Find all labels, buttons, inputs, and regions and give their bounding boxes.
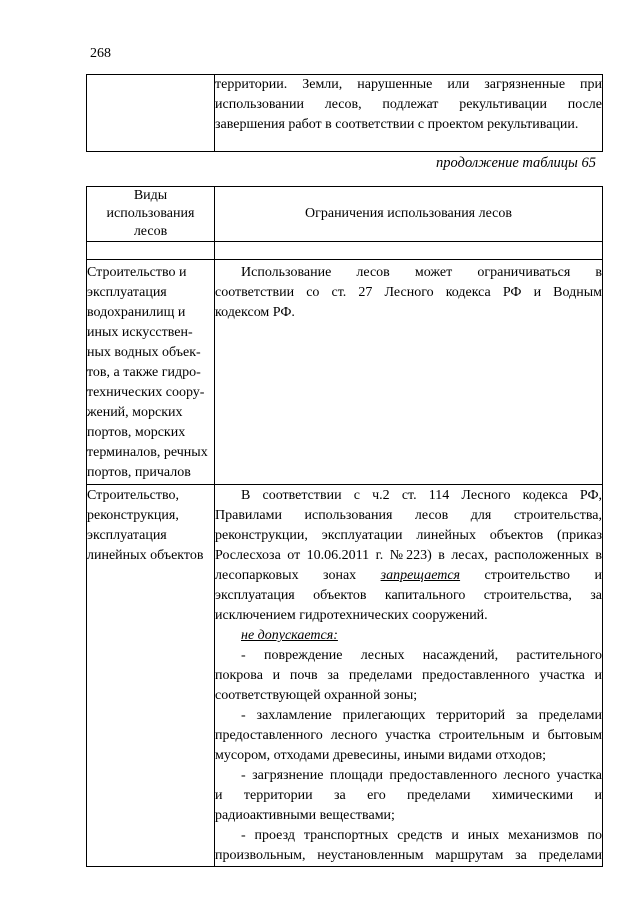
- top-table-left-cell: [87, 75, 215, 152]
- main-table: [86, 186, 603, 867]
- table-row: [87, 485, 603, 867]
- text-line: В соответствии с ч.2 ст. 114 Лесного кодекса РФ,: [241, 488, 602, 503]
- text-fragment: лесопарковых зонах: [215, 568, 357, 583]
- text-line: предоставленного лесного участка строительным и бытовым: [215, 728, 602, 743]
- table-continued-label: продолжение таблицы 65: [436, 155, 596, 171]
- text-fragment: строительство и: [484, 568, 602, 583]
- text-line: [215, 566, 602, 586]
- top-table-right-cell: [215, 75, 603, 152]
- text-line: соответствии со ст. 27 Лесного кодекса РФ и Водным: [215, 285, 602, 300]
- text-line: использовании лесов, подлежат рекультивации после: [215, 97, 602, 112]
- not-allowed-heading: не допускается:: [241, 628, 338, 643]
- page-number: 268: [90, 46, 111, 61]
- text-line: линейных объектов: [87, 548, 204, 563]
- text-line: Использование лесов может ограничиваться в: [241, 265, 602, 280]
- text-line: Строительство,: [87, 488, 179, 503]
- text-line: - повреждение лесных насаждений, растительного: [241, 648, 602, 663]
- usage-type-cell: [87, 485, 215, 867]
- text-line: [215, 626, 602, 646]
- text-line: - захламление прилегающих территорий за пределами: [241, 708, 602, 723]
- text-line: технических соору-: [87, 385, 205, 400]
- emphasis-prohibited: запрещается: [380, 568, 461, 583]
- text-line: радиоактивными веществами;: [215, 808, 395, 823]
- restriction-cell: [215, 260, 603, 485]
- text-line: портов, морских: [87, 425, 186, 440]
- text-line: терминалов, речных: [87, 445, 208, 460]
- text-line: - загрязнение площади предоставленного лесного участка: [241, 768, 602, 783]
- text-line: мусором, отходами древесины, иными видами отходов;: [215, 748, 547, 763]
- text-line: Правилами использования лесов для строительства,: [215, 508, 602, 523]
- restriction-cell: [215, 485, 603, 867]
- text-line: водохранилищ и: [87, 305, 186, 320]
- header-left-cell: [87, 187, 215, 242]
- text-line: и территории за его пределами химическими и: [215, 788, 602, 803]
- text-line: эксплуатация: [87, 285, 167, 300]
- text-line: ных водных объек-: [87, 345, 201, 360]
- text-line: реконструкция,: [87, 508, 179, 523]
- empty-cell: [87, 242, 215, 260]
- table-header-row: [87, 187, 603, 242]
- text-line: - проезд транспортных средств и иных механизмов по: [241, 828, 602, 843]
- header-text-line: Виды: [133, 188, 168, 203]
- text-line: кодексом РФ.: [215, 305, 295, 320]
- text-line: иных искусствен-: [87, 325, 193, 340]
- text-line: Строительство и: [87, 265, 187, 280]
- text-line: Рослесхоза от 10.06.2011 г. №223) в лесах, расположенных в: [215, 548, 602, 563]
- text-line: произвольным, неустановленным маршрутам за пределами: [215, 848, 602, 863]
- text-line: исключением гидротехнических сооружений.: [215, 608, 488, 623]
- text-line: портов, причалов: [87, 465, 191, 480]
- table-row: [87, 75, 603, 152]
- header-text-line: использования: [106, 206, 195, 221]
- header-right-cell: Ограничения использования лесов: [215, 187, 603, 242]
- empty-cell: [215, 242, 603, 260]
- usage-type-cell: [87, 260, 215, 485]
- text-line: покрова и почв за пределами предоставленного участка и: [215, 668, 602, 683]
- text-line: эксплуатация объектов капитального строительства, за: [215, 588, 602, 603]
- text-line: реконструкции, эксплуатации линейных объектов (приказ: [215, 528, 602, 543]
- text-line: территории. Земли, нарушенные или загрязненные при: [215, 77, 602, 92]
- text-line: жений, морских: [87, 405, 183, 420]
- header-text-line: лесов: [133, 224, 168, 239]
- table-row: [87, 260, 603, 485]
- table-empty-row: [87, 242, 603, 260]
- text-line: завершения работ в соответствии с проектом рекультивации.: [215, 117, 579, 132]
- text-line: эксплуатация: [87, 528, 167, 543]
- text-line: тов, а также гидро-: [87, 365, 201, 380]
- top-table: [86, 74, 603, 152]
- text-line: соответствующей охранной зоны;: [215, 688, 418, 703]
